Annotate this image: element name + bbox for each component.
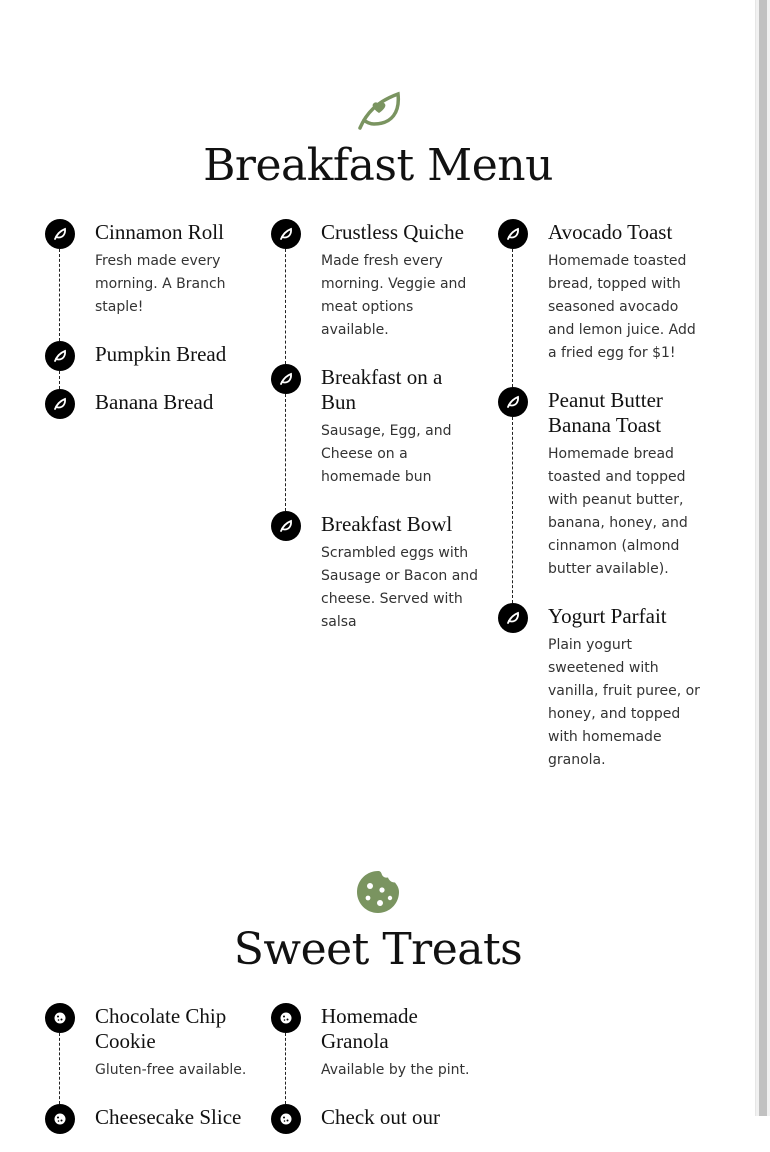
item-description: Made fresh every morning. Veggie and meat options available. [321, 253, 467, 338]
item-name: Breakfast on a Bun [321, 365, 443, 414]
menu-item [45, 1003, 255, 1104]
scrollbar-thumb[interactable] [759, 0, 767, 1116]
item-name: Banana Bread [95, 390, 214, 414]
item-description: Homemade bread toasted and topped with peanut butter, banana, honey, and cinnamon (almond butter available). [548, 446, 688, 577]
item-name: Crustless Quiche [321, 220, 464, 244]
item-description: Fresh made every morning. A Branch staple! [95, 253, 226, 315]
menu-item [45, 1104, 255, 1152]
item-name: Breakfast Bowl [321, 512, 453, 536]
cookie-badge-icon [45, 1003, 75, 1033]
item-name: Homemade Granola [321, 1004, 418, 1053]
item-description: Sausage, Egg, and Cheese on a homemade bun [321, 423, 452, 485]
vertical-scrollbar[interactable] [755, 0, 770, 1116]
item-description: Gluten-free available. [95, 1062, 247, 1078]
sweet-treats-title: Sweet Treats [233, 924, 523, 975]
item-name: Peanut Butter Banana Toast [548, 388, 663, 437]
item-name: Check out our [321, 1105, 440, 1129]
item-name: Avocado Toast [548, 220, 673, 244]
item-name: Cheesecake Slice [95, 1105, 242, 1129]
cookie-badge-icon [45, 1104, 75, 1134]
cookie-icon [352, 866, 404, 918]
item-name: Pumpkin Bread [95, 342, 227, 366]
item-description: Homemade toasted bread, topped with seasoned avocado and lemon juice. Add a fried egg for $1! [548, 253, 696, 361]
treats-column-2 [271, 1003, 481, 1152]
breakfast-title: Breakfast Menu [203, 140, 553, 191]
item-name: Cinnamon Roll [95, 220, 224, 244]
item-description: Available by the pint. [321, 1062, 470, 1078]
treats-column-1 [45, 1003, 255, 1152]
menu-item [271, 1003, 481, 1104]
item-description: Plain yogurt sweetened with vanilla, fruit puree, or honey, and topped with homemade granola. [548, 637, 700, 768]
item-name: Yogurt Parfait [548, 604, 667, 628]
item-description: Scrambled eggs with Sausage or Bacon and cheese. Served with salsa [321, 545, 479, 630]
cookie-badge-icon [271, 1003, 301, 1033]
menu-item [271, 1104, 481, 1152]
cookie-badge-icon [271, 1104, 301, 1134]
item-name: Chocolate Chip Cookie [95, 1004, 227, 1053]
